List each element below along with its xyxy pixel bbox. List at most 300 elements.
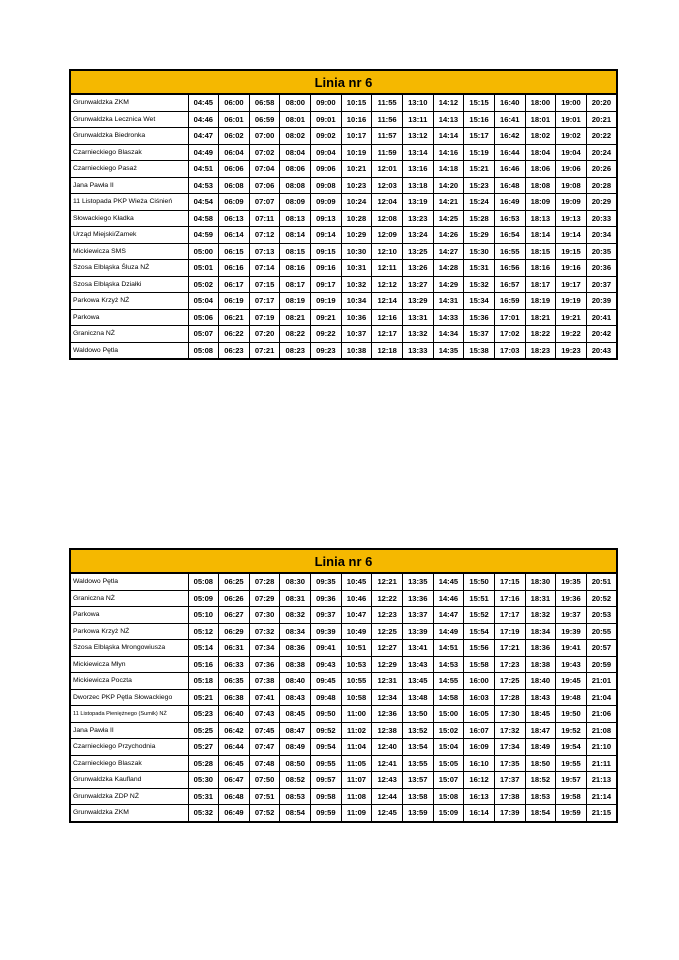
departure-time: 19:54 [556,739,587,756]
departure-time: 16:13 [464,788,495,805]
departure-time: 05:16 [188,656,219,673]
stop-name: Słowackiego Kładka [70,210,188,227]
departure-time: 18:01 [525,111,556,128]
table-row [70,309,617,326]
stop-name: Czarnieckiego Pasaż [70,161,188,178]
departure-time: 05:28 [188,755,219,772]
departure-time: 15:29 [464,227,495,244]
departure-time: 15:05 [433,755,464,772]
departure-time: 06:04 [219,144,250,161]
departure-time: 17:19 [494,623,525,640]
departure-time: 15:37 [464,326,495,343]
departure-time: 14:20 [433,177,464,194]
departure-time: 07:15 [249,276,280,293]
table-row [70,227,617,244]
departure-time: 18:34 [525,623,556,640]
departure-time: 07:36 [249,656,280,673]
departure-time: 04:46 [188,111,219,128]
departure-time: 20:41 [586,309,617,326]
departure-time: 14:49 [433,623,464,640]
departure-time: 18:16 [525,260,556,277]
departure-time: 19:50 [556,706,587,723]
departure-time: 19:52 [556,722,587,739]
departure-time: 06:21 [219,309,250,326]
departure-time: 07:30 [249,607,280,624]
departure-time: 05:25 [188,722,219,739]
departure-time: 07:50 [249,772,280,789]
table-row [70,128,617,145]
departure-time: 16:59 [494,293,525,310]
departure-time: 11:59 [372,144,403,161]
departure-time: 21:10 [586,739,617,756]
departure-time: 10:49 [341,623,372,640]
departure-time: 17:01 [494,309,525,326]
departure-time: 07:38 [249,673,280,690]
table-row [70,772,617,789]
departure-time: 16:48 [494,177,525,194]
departure-time: 07:41 [249,689,280,706]
departure-time: 08:31 [280,590,311,607]
departure-time: 17:03 [494,342,525,359]
departure-time: 13:19 [402,194,433,211]
departure-time: 08:14 [280,227,311,244]
departure-time: 08:17 [280,276,311,293]
departure-time: 09:21 [311,309,342,326]
departure-time: 09:35 [311,573,342,590]
departure-time: 16:41 [494,111,525,128]
departure-time: 20:52 [586,590,617,607]
departure-time: 06:42 [219,722,250,739]
departure-time: 19:01 [556,111,587,128]
departure-time: 18:40 [525,673,556,690]
departure-time: 21:04 [586,689,617,706]
departure-time: 16:56 [494,260,525,277]
departure-time: 07:29 [249,590,280,607]
stop-name: Urząd Miejski/Zamek [70,227,188,244]
departure-time: 07:02 [249,144,280,161]
departure-time: 14:45 [433,573,464,590]
table-row [70,276,617,293]
departure-time: 14:53 [433,656,464,673]
departure-time: 20:24 [586,144,617,161]
departure-time: 14:46 [433,590,464,607]
departure-time: 06:59 [249,111,280,128]
departure-time: 09:19 [311,293,342,310]
departure-time: 12:41 [372,755,403,772]
departure-time: 20:39 [586,293,617,310]
departure-time: 09:13 [311,210,342,227]
departure-time: 09:50 [311,706,342,723]
departure-time: 06:13 [219,210,250,227]
departure-time: 10:19 [341,144,372,161]
departure-time: 07:52 [249,805,280,822]
departure-time: 09:22 [311,326,342,343]
departure-time: 20:37 [586,276,617,293]
departure-time: 12:03 [372,177,403,194]
departure-time: 04:53 [188,177,219,194]
departure-time: 08:45 [280,706,311,723]
departure-time: 15:19 [464,144,495,161]
departure-time: 20:26 [586,161,617,178]
timetable-title: Linia nr 6 [70,70,617,94]
stop-name: Grunwaldzka Lecznica Wet [70,111,188,128]
departure-time: 06:23 [219,342,250,359]
departure-time: 20:33 [586,210,617,227]
departure-time: 20:55 [586,623,617,640]
departure-time: 20:57 [586,640,617,657]
departure-time: 16:40 [494,94,525,111]
table-row [70,656,617,673]
departure-time: 06:47 [219,772,250,789]
timetable-title: Linia nr 6 [70,549,617,573]
departure-time: 08:40 [280,673,311,690]
departure-time: 19:58 [556,788,587,805]
table-row [70,623,617,640]
departure-time: 08:50 [280,755,311,772]
departure-time: 10:55 [341,673,372,690]
departure-time: 07:20 [249,326,280,343]
departure-time: 19:02 [556,128,587,145]
departure-time: 16:12 [464,772,495,789]
departure-time: 15:24 [464,194,495,211]
departure-time: 10:45 [341,573,372,590]
departure-time: 13:29 [402,293,433,310]
stop-name: Graniczna NŻ [70,326,188,343]
departure-time: 13:36 [402,590,433,607]
departure-time: 06:29 [219,623,250,640]
departure-time: 06:58 [249,94,280,111]
departure-time: 12:27 [372,640,403,657]
departure-time: 19:37 [556,607,587,624]
departure-time: 17:38 [494,788,525,805]
departure-time: 06:25 [219,573,250,590]
departure-time: 19:00 [556,94,587,111]
departure-time: 17:30 [494,706,525,723]
departure-time: 10:38 [341,342,372,359]
departure-time: 14:55 [433,673,464,690]
departure-time: 15:54 [464,623,495,640]
departure-time: 16:00 [464,673,495,690]
departure-time: 16:49 [494,194,525,211]
table-row [70,194,617,211]
table-row [70,739,617,756]
departure-time: 05:00 [188,243,219,260]
departure-time: 08:53 [280,788,311,805]
departure-time: 12:45 [372,805,403,822]
departure-time: 20:42 [586,326,617,343]
departure-time: 17:16 [494,590,525,607]
timetable-return [69,548,618,823]
stop-name: 11 Listopada Pieniężnego (Sumik) NŻ [70,706,188,723]
departure-time: 09:14 [311,227,342,244]
departure-time: 15:00 [433,706,464,723]
departure-time: 19:22 [556,326,587,343]
departure-time: 20:20 [586,94,617,111]
departure-time: 13:14 [402,144,433,161]
departure-time: 13:32 [402,326,433,343]
stop-name: Mickiewicza Młyn [70,656,188,673]
departure-time: 09:17 [311,276,342,293]
departure-time: 04:51 [188,161,219,178]
departure-time: 20:21 [586,111,617,128]
departure-time: 20:53 [586,607,617,624]
departure-time: 09:08 [311,177,342,194]
departure-time: 07:34 [249,640,280,657]
departure-time: 09:41 [311,640,342,657]
table-row [70,342,617,359]
departure-time: 13:25 [402,243,433,260]
departure-time: 11:00 [341,706,372,723]
departure-time: 12:08 [372,210,403,227]
departure-time: 06:26 [219,590,250,607]
stop-name: Grunwaldzka ZKM [70,94,188,111]
departure-time: 06:27 [219,607,250,624]
departure-time: 14:34 [433,326,464,343]
table-row [70,722,617,739]
stop-name: Szosa Elbląska Działki [70,276,188,293]
departure-time: 18:43 [525,689,556,706]
departure-time: 19:08 [556,177,587,194]
departure-time: 14:13 [433,111,464,128]
departure-time: 14:18 [433,161,464,178]
departure-time: 11:02 [341,722,372,739]
departure-time: 06:48 [219,788,250,805]
departure-time: 21:15 [586,805,617,822]
departure-time: 10:24 [341,194,372,211]
departure-time: 19:39 [556,623,587,640]
departure-time: 17:34 [494,739,525,756]
stop-name: Jana Pawła II [70,722,188,739]
departure-time: 18:30 [525,573,556,590]
departure-time: 09:52 [311,722,342,739]
departure-time: 21:11 [586,755,617,772]
departure-time: 10:17 [341,128,372,145]
departure-time: 17:28 [494,689,525,706]
departure-time: 09:48 [311,689,342,706]
stop-name: Czarnieckiego Blaszak [70,755,188,772]
departure-time: 13:54 [402,739,433,756]
departure-time: 04:45 [188,94,219,111]
departure-time: 19:43 [556,656,587,673]
departure-time: 19:19 [556,293,587,310]
departure-time: 09:23 [311,342,342,359]
departure-time: 11:04 [341,739,372,756]
stop-name: Mickiewicza Poczta [70,673,188,690]
departure-time: 15:51 [464,590,495,607]
departure-time: 12:01 [372,161,403,178]
stop-name: Waldowo Pętla [70,342,188,359]
departure-time: 19:09 [556,194,587,211]
table-row [70,689,617,706]
departure-time: 07:32 [249,623,280,640]
departure-time: 13:43 [402,656,433,673]
table-row [70,788,617,805]
departure-time: 08:01 [280,111,311,128]
departure-time: 09:09 [311,194,342,211]
departure-time: 13:45 [402,673,433,690]
departure-time: 08:19 [280,293,311,310]
departure-time: 12:21 [372,573,403,590]
departure-time: 18:47 [525,722,556,739]
departure-time: 18:49 [525,739,556,756]
stop-name: Parkowa Krzyż NŻ [70,293,188,310]
departure-time: 13:16 [402,161,433,178]
departure-time: 08:43 [280,689,311,706]
departure-time: 20:34 [586,227,617,244]
departure-time: 18:13 [525,210,556,227]
departure-time: 06:15 [219,243,250,260]
departure-time: 08:00 [280,94,311,111]
departure-time: 10:34 [341,293,372,310]
departure-time: 07:06 [249,177,280,194]
departure-time: 17:32 [494,722,525,739]
departure-time: 13:11 [402,111,433,128]
departure-time: 15:38 [464,342,495,359]
departure-time: 12:09 [372,227,403,244]
departure-time: 12:31 [372,673,403,690]
departure-time: 20:43 [586,342,617,359]
departure-time: 15:36 [464,309,495,326]
departure-time: 12:40 [372,739,403,756]
stop-name: Graniczna NŻ [70,590,188,607]
departure-time: 12:14 [372,293,403,310]
title-row [70,549,617,573]
departure-time: 09:00 [311,94,342,111]
departure-time: 06:00 [219,94,250,111]
departure-time: 19:16 [556,260,587,277]
stop-name: 11 Listopada PKP Wieża Ciśnień [70,194,188,211]
table-row [70,144,617,161]
departure-time: 10:46 [341,590,372,607]
departure-time: 09:59 [311,805,342,822]
departure-time: 15:09 [433,805,464,822]
departure-time: 07:28 [249,573,280,590]
departure-time: 08:23 [280,342,311,359]
table-row [70,293,617,310]
table-row [70,210,617,227]
departure-time: 05:27 [188,739,219,756]
departure-time: 13:35 [402,573,433,590]
departure-time: 09:37 [311,607,342,624]
departure-time: 13:55 [402,755,433,772]
departure-time: 18:21 [525,309,556,326]
departure-time: 15:07 [433,772,464,789]
departure-time: 05:12 [188,623,219,640]
departure-time: 18:45 [525,706,556,723]
departure-time: 08:04 [280,144,311,161]
departure-time: 11:05 [341,755,372,772]
departure-time: 18:15 [525,243,556,260]
departure-time: 11:09 [341,805,372,822]
departure-time: 06:02 [219,128,250,145]
departure-time: 13:24 [402,227,433,244]
departure-time: 05:31 [188,788,219,805]
departure-time: 07:04 [249,161,280,178]
departure-time: 11:56 [372,111,403,128]
departure-time: 09:39 [311,623,342,640]
departure-time: 06:06 [219,161,250,178]
departure-time: 04:49 [188,144,219,161]
departure-time: 13:57 [402,772,433,789]
stop-name: Parkowa [70,309,188,326]
departure-time: 11:07 [341,772,372,789]
departure-time: 08:34 [280,623,311,640]
departure-time: 04:59 [188,227,219,244]
departure-time: 05:07 [188,326,219,343]
departure-time: 19:45 [556,673,587,690]
departure-time: 06:49 [219,805,250,822]
departure-time: 12:22 [372,590,403,607]
table-row [70,573,617,590]
departure-time: 19:35 [556,573,587,590]
departure-time: 07:00 [249,128,280,145]
departure-time: 18:38 [525,656,556,673]
departure-time: 05:10 [188,607,219,624]
departure-time: 08:49 [280,739,311,756]
departure-time: 14:33 [433,309,464,326]
departure-time: 19:15 [556,243,587,260]
departure-time: 12:12 [372,276,403,293]
table-row [70,260,617,277]
departure-time: 10:29 [341,227,372,244]
departure-time: 14:21 [433,194,464,211]
departure-time: 19:57 [556,772,587,789]
departure-time: 17:39 [494,805,525,822]
departure-time: 15:34 [464,293,495,310]
departure-time: 20:51 [586,573,617,590]
departure-time: 12:25 [372,623,403,640]
departure-time: 16:46 [494,161,525,178]
departure-time: 05:32 [188,805,219,822]
departure-time: 08:36 [280,640,311,657]
departure-time: 16:55 [494,243,525,260]
stop-name: Mickiewicza SMS [70,243,188,260]
departure-time: 10:37 [341,326,372,343]
stop-name: Grunwaldzka Biedronka [70,128,188,145]
departure-time: 04:47 [188,128,219,145]
stop-name: Grunwaldzka ZDP NŻ [70,788,188,805]
departure-time: 07:13 [249,243,280,260]
departure-time: 19:55 [556,755,587,772]
departure-time: 16:44 [494,144,525,161]
departure-time: 18:09 [525,194,556,211]
departure-time: 18:53 [525,788,556,805]
departure-time: 15:30 [464,243,495,260]
departure-time: 14:27 [433,243,464,260]
departure-time: 15:21 [464,161,495,178]
departure-time: 15:50 [464,573,495,590]
departure-time: 13:41 [402,640,433,657]
departure-time: 12:23 [372,607,403,624]
departure-time: 07:17 [249,293,280,310]
departure-time: 20:28 [586,177,617,194]
table-row [70,640,617,657]
departure-time: 14:28 [433,260,464,277]
departure-time: 09:54 [311,739,342,756]
departure-time: 16:57 [494,276,525,293]
departure-time: 19:17 [556,276,587,293]
departure-time: 12:43 [372,772,403,789]
departure-time: 12:10 [372,243,403,260]
departure-time: 15:23 [464,177,495,194]
departure-time: 09:45 [311,673,342,690]
departure-time: 19:36 [556,590,587,607]
departure-time: 15:17 [464,128,495,145]
departure-time: 14:51 [433,640,464,657]
departure-time: 18:54 [525,805,556,822]
timetable-outbound [69,69,618,360]
departure-time: 16:42 [494,128,525,145]
